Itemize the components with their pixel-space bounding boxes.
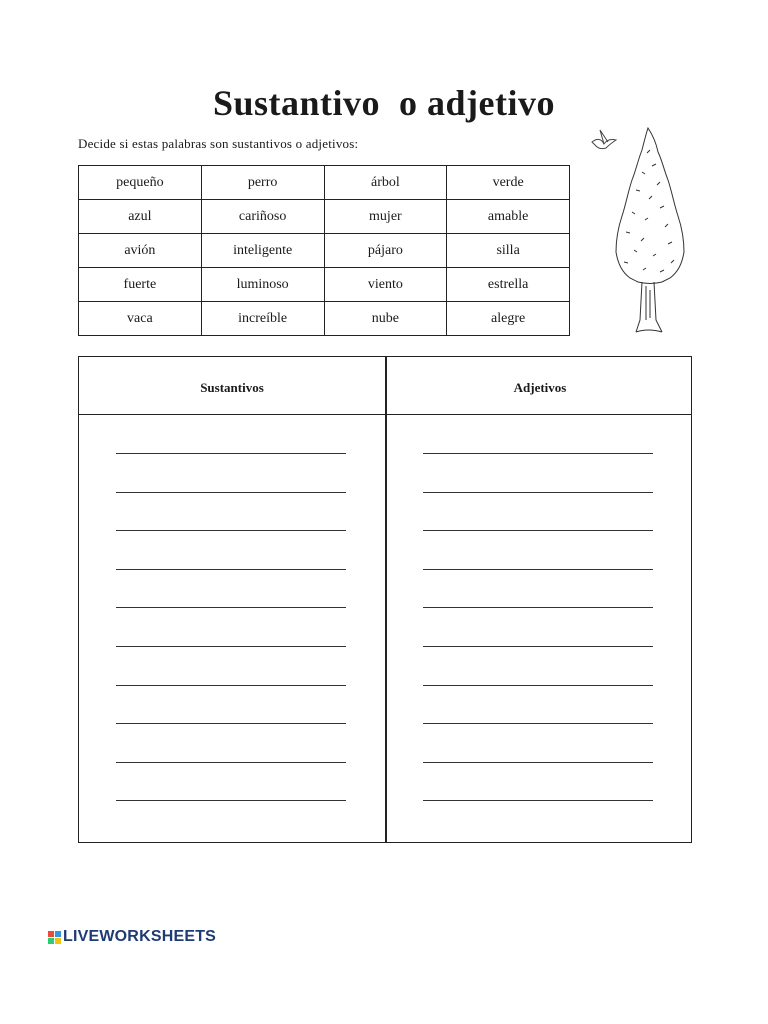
answer-line[interactable] bbox=[116, 607, 346, 608]
answer-line[interactable] bbox=[423, 800, 653, 801]
word-cell: silla bbox=[447, 234, 570, 268]
answer-line[interactable] bbox=[423, 569, 653, 570]
logo-mark-icon bbox=[48, 931, 61, 944]
word-cell: amable bbox=[447, 200, 570, 234]
word-cell: verde bbox=[447, 166, 570, 200]
liveworksheets-logo bbox=[48, 928, 216, 946]
answer-line[interactable] bbox=[116, 646, 346, 647]
page-title: Sustantivo o adjetivo bbox=[212, 83, 556, 123]
logo-text: LIVEWORKSHEETS bbox=[63, 928, 217, 945]
word-cell: pequeño bbox=[79, 166, 202, 200]
answer-line[interactable] bbox=[423, 453, 653, 454]
answer-line[interactable] bbox=[116, 723, 346, 724]
word-cell: viento bbox=[324, 268, 447, 302]
answer-line[interactable] bbox=[423, 762, 653, 763]
adjetivos-header: Adjetivos bbox=[513, 380, 567, 395]
answer-line[interactable] bbox=[423, 646, 653, 647]
word-bank-table bbox=[78, 165, 570, 336]
answer-line[interactable] bbox=[423, 607, 653, 608]
logo-square-red bbox=[48, 931, 54, 937]
word-cell: nube bbox=[324, 302, 447, 336]
logo-square-yellow bbox=[55, 938, 61, 944]
answer-line[interactable] bbox=[423, 530, 653, 531]
tree-icon bbox=[590, 120, 700, 340]
instructions: Decide si estas palabras son sustantivos o adjetivos: bbox=[78, 136, 359, 151]
word-cell: avión bbox=[79, 234, 202, 268]
word-cell: perro bbox=[201, 166, 324, 200]
word-cell: alegre bbox=[447, 302, 570, 336]
answer-line[interactable] bbox=[116, 800, 346, 801]
word-row bbox=[79, 234, 570, 268]
answer-line[interactable] bbox=[116, 569, 346, 570]
word-row bbox=[79, 302, 570, 336]
word-cell: árbol bbox=[324, 166, 447, 200]
word-cell: inteligente bbox=[201, 234, 324, 268]
logo-square-blue bbox=[55, 931, 61, 937]
word-row bbox=[79, 166, 570, 200]
sustantivos-header: Sustantivos bbox=[200, 380, 264, 395]
word-cell: azul bbox=[79, 200, 202, 234]
word-row bbox=[79, 268, 570, 302]
answer-line[interactable] bbox=[116, 530, 346, 531]
answer-line[interactable] bbox=[423, 492, 653, 493]
column-divider bbox=[385, 357, 387, 842]
answer-line[interactable] bbox=[116, 685, 346, 686]
answer-line[interactable] bbox=[116, 492, 346, 493]
sorting-table bbox=[78, 356, 692, 843]
word-cell: fuerte bbox=[79, 268, 202, 302]
logo-square-green bbox=[48, 938, 54, 944]
word-cell: luminoso bbox=[201, 268, 324, 302]
bird-icon bbox=[592, 130, 616, 149]
answer-line[interactable] bbox=[423, 723, 653, 724]
word-cell: increíble bbox=[201, 302, 324, 336]
word-row bbox=[79, 200, 570, 234]
answer-line[interactable] bbox=[116, 762, 346, 763]
word-cell: mujer bbox=[324, 200, 447, 234]
word-cell: cariñoso bbox=[201, 200, 324, 234]
word-cell: pájaro bbox=[324, 234, 447, 268]
word-cell: vaca bbox=[79, 302, 202, 336]
word-cell: estrella bbox=[447, 268, 570, 302]
answer-line[interactable] bbox=[116, 453, 346, 454]
answer-line[interactable] bbox=[423, 685, 653, 686]
